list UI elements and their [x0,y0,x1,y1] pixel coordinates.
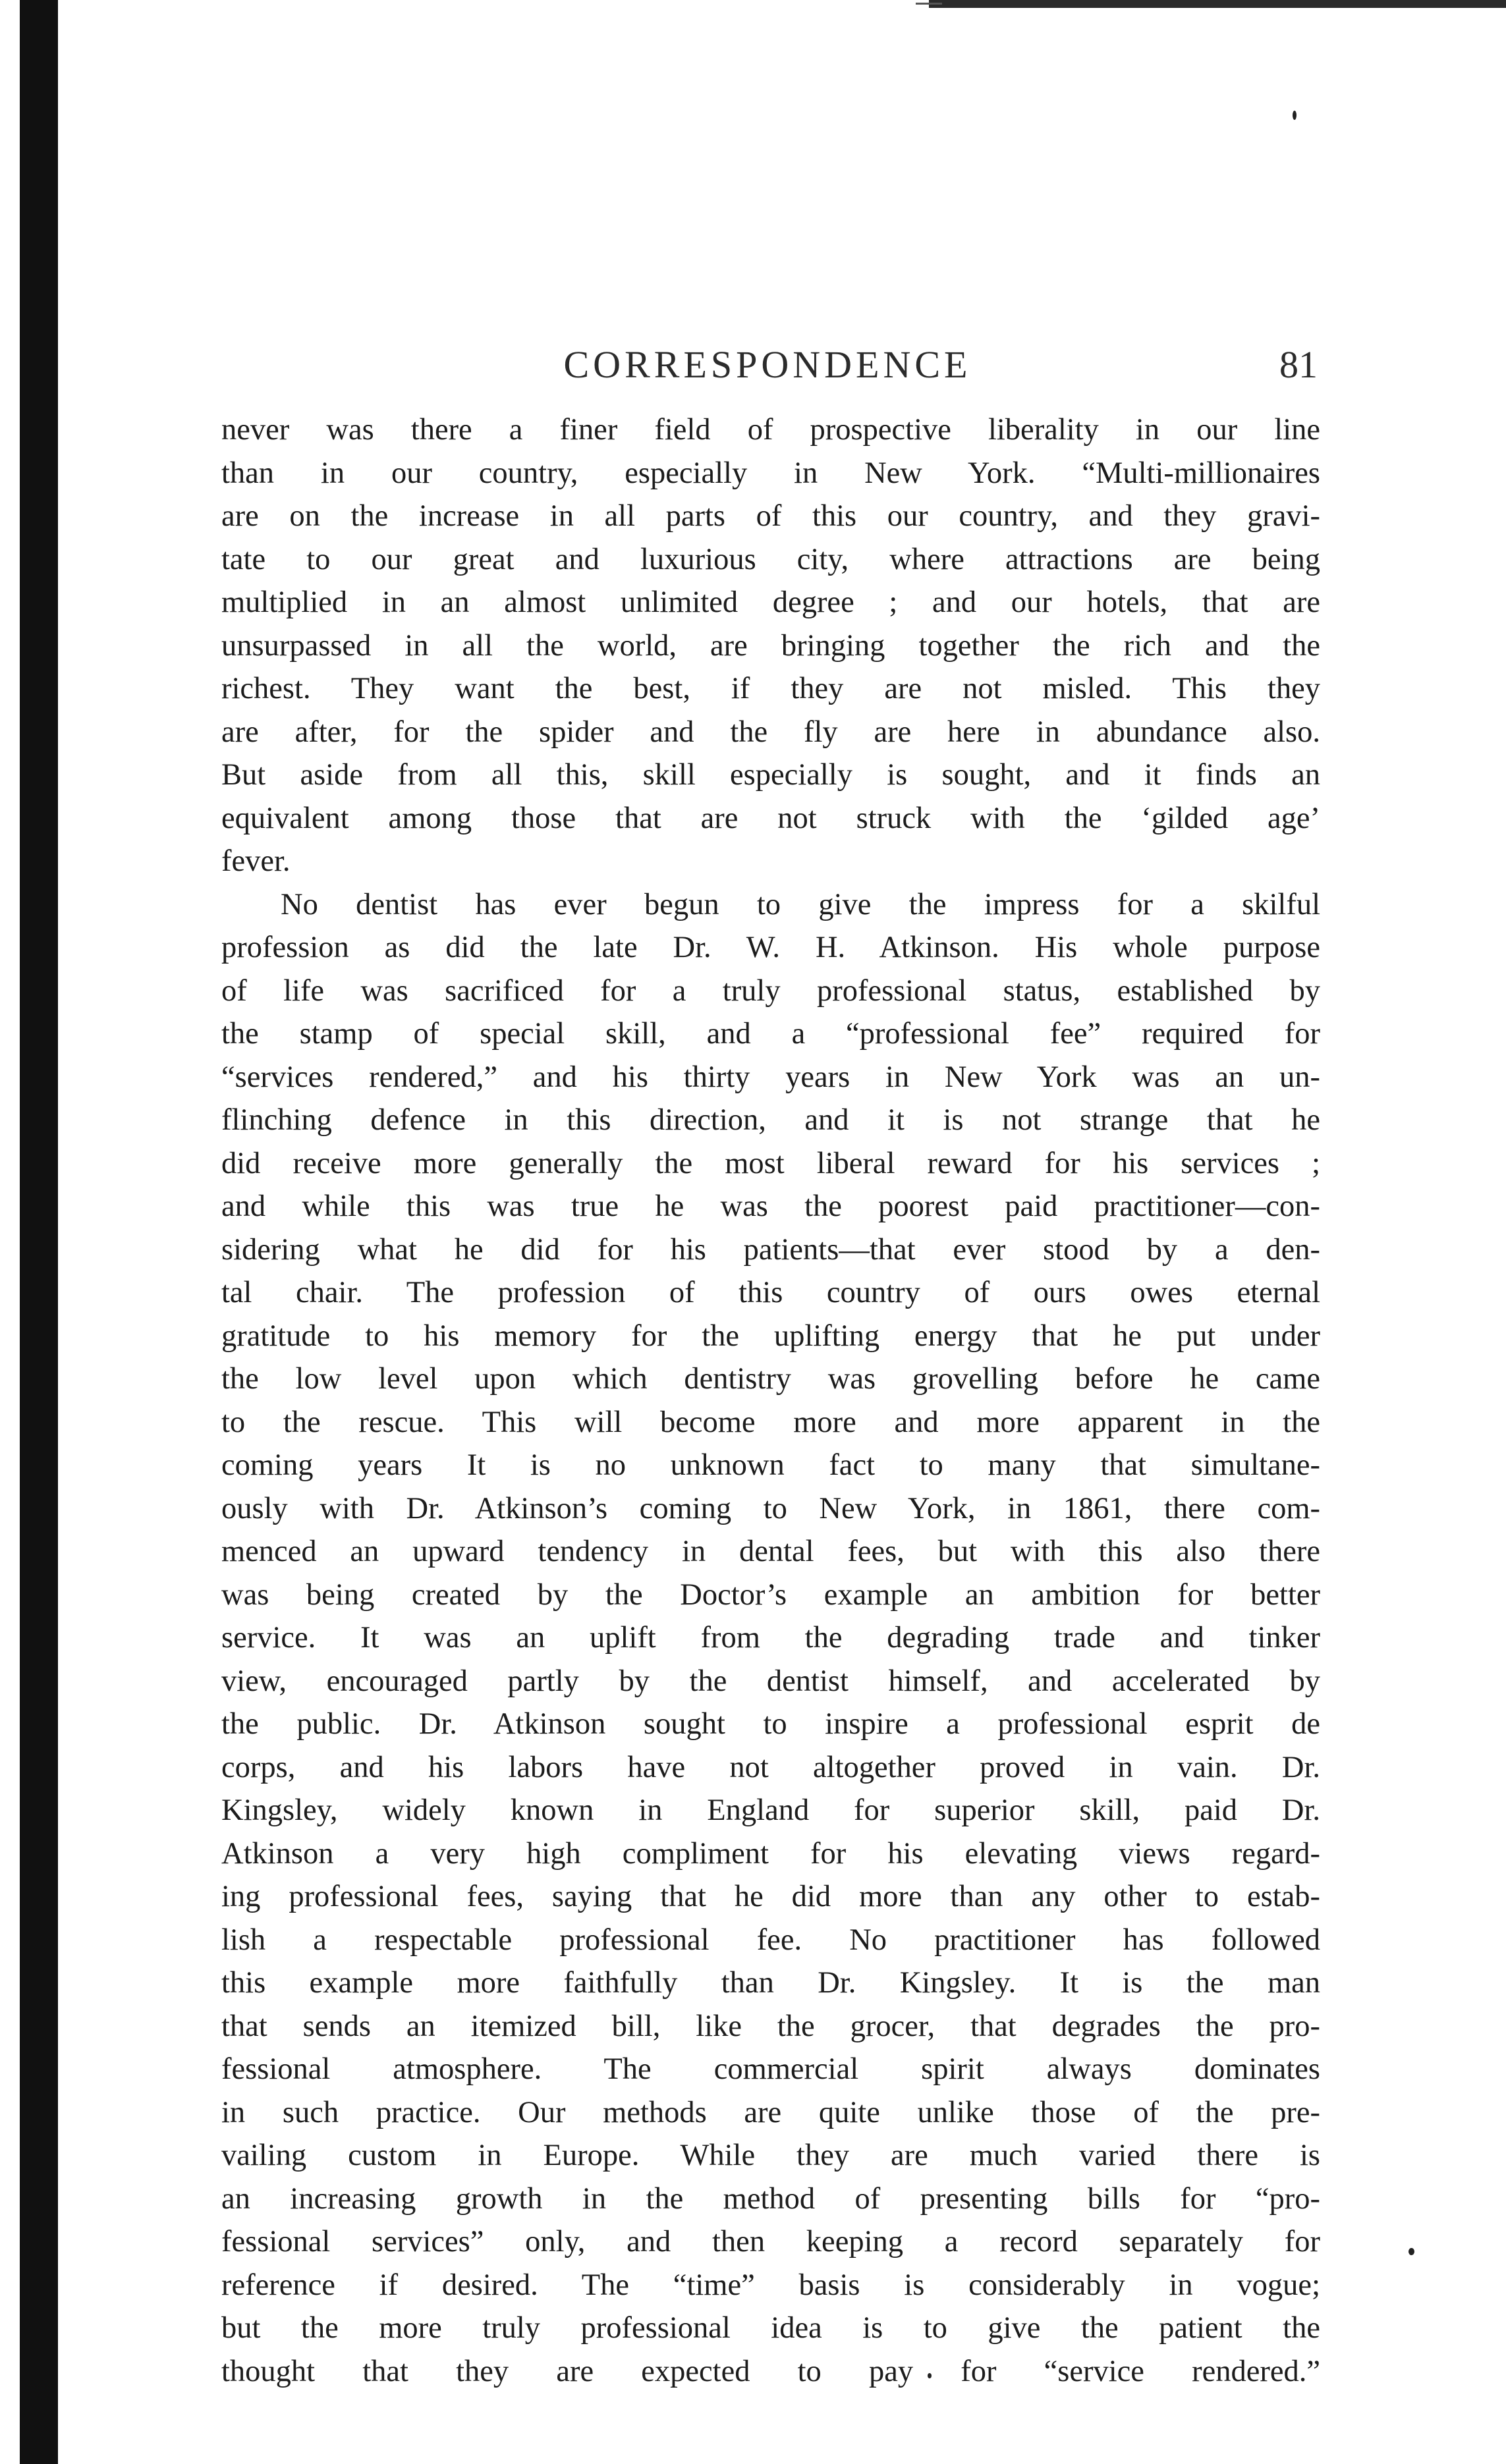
text-line: this example more faithfully than Dr. Kingsley. It is the man [221,1966,1320,2000]
text-line: “services rendered,” and his thirty years in New York was an un- [221,1060,1320,1094]
text-line: the low level upon which dentistry was grovelling before he came [221,1362,1320,1396]
body-text [221,408,1320,2393]
text-line: lish a respectable professional fee. No practitioner has followed [221,1923,1320,1957]
text-line: but the more truly professional idea is to give the patient the [221,2311,1320,2345]
text-line: Atkinson a very high compliment for his elevating views regard- [221,1836,1320,1871]
page-header [217,342,1318,395]
text-line: No dentist has ever begun to give the impress for a skilful [281,887,1320,921]
text-line: the public. Dr. Atkinson sought to inspire a professional esprit de [221,1707,1320,1741]
text-line: service. It was an uplift from the degrading trade and tinker [221,1621,1320,1655]
text-line: corps, and his labors have not altogether proved in vain. Dr. [221,1750,1320,1784]
running-head: CORRESPONDENCE [563,343,972,386]
text-line: unsurpassed in all the world, are bringing together the rich and the [221,628,1320,663]
text-line: Kingsley, widely known in England for superior skill, paid Dr. [221,1793,1320,1827]
text-line: was being created by the Doctor’s example an ambition for better [221,1577,1320,1612]
text-line: equivalent among those that are not struck with the ‘gilded age’ [221,801,1320,835]
text-line: tal chair. The profession of this country of ours owes eternal [221,1276,1320,1309]
text-line: to the rescue. This will become more and more apparent in the [221,1405,1320,1439]
text-line: gratitude to his memory for the uplifting energy that he put under [221,1319,1320,1353]
text-line: that sends an itemized bill, like the grocer, that degrades the pro- [221,2009,1320,2043]
page-number: 81 [1279,343,1318,386]
text-line: are on the increase in all parts of this our country, and they gravi- [221,499,1320,533]
text-line: multiplied in an almost unlimited degree ; and our hotels, that are [221,586,1320,619]
text-line: coming years It is no unknown fact to many that simultane- [221,1448,1320,1482]
text-line: thought that they are expected to pay for “service rendered.” [221,2354,1320,2388]
text-line: in such practice. Our methods are quite unlike those of the pre- [221,2095,1320,2129]
text-line: fessional services” only, and then keeping a record separately for [221,2225,1320,2259]
text-line: reference if desired. The “time” basis is considerably in vogue; [221,2268,1320,2302]
page-binding-edge [20,0,58,2464]
text-line: did receive more generally the most liberal reward for his services ; [221,1146,1320,1180]
text-line: profession as did the late Dr. W. H. Atkinson. His whole purpose [221,931,1320,964]
text-line: view, encouraged partly by the dentist himself, and accelerated by [221,1664,1320,1698]
text-line: never was there a finer field of prospective liberality in our line [221,413,1320,447]
text-line: ing professional fees, saying that he did more than any other to estab- [221,1880,1320,1913]
text-line: an increasing growth in the method of presenting bills for “pro- [221,2181,1320,2216]
text-line: are after, for the spider and the fly are here in abundance also. [221,715,1320,749]
top-rule-fragment [916,3,942,5]
text-line: fever. [221,844,291,878]
text-line: menced an upward tendency in dental fees, but with this also there [221,1535,1320,1568]
text-line: of life was sacrificed for a truly professional status, established by [221,973,1320,1008]
text-line: sidering what he did for his patients—that ever stood by a den- [221,1232,1320,1267]
text-line: vailing custom in Europe. While they are much varied there is [221,2139,1320,2172]
text-line: But aside from all this, skill especially is sought, and it finds an [221,758,1320,792]
text-line: and while this was true he was the poorest paid practitioner—con- [221,1190,1320,1223]
ink-speck [1408,2248,1414,2255]
text-line: fessional atmosphere. The commercial spirit always dominates [221,2052,1320,2086]
text-line: richest. They want the best, if they are not misled. This they [221,672,1320,705]
ink-speck [1293,111,1297,120]
text-line: ously with Dr. Atkinson’s coming to New York, in 1861, there com- [221,1491,1320,1525]
top-rule [929,0,1506,8]
text-line: tate to our great and luxurious city, where attractions are being [221,542,1320,576]
text-line: than in our country, especially in New York. “Multi-millionaires [221,456,1320,490]
text-line: the stamp of special skill, and a “professional fee” required for [221,1017,1320,1051]
text-line: flinching defence in this direction, and it is not strange that he [221,1103,1320,1137]
